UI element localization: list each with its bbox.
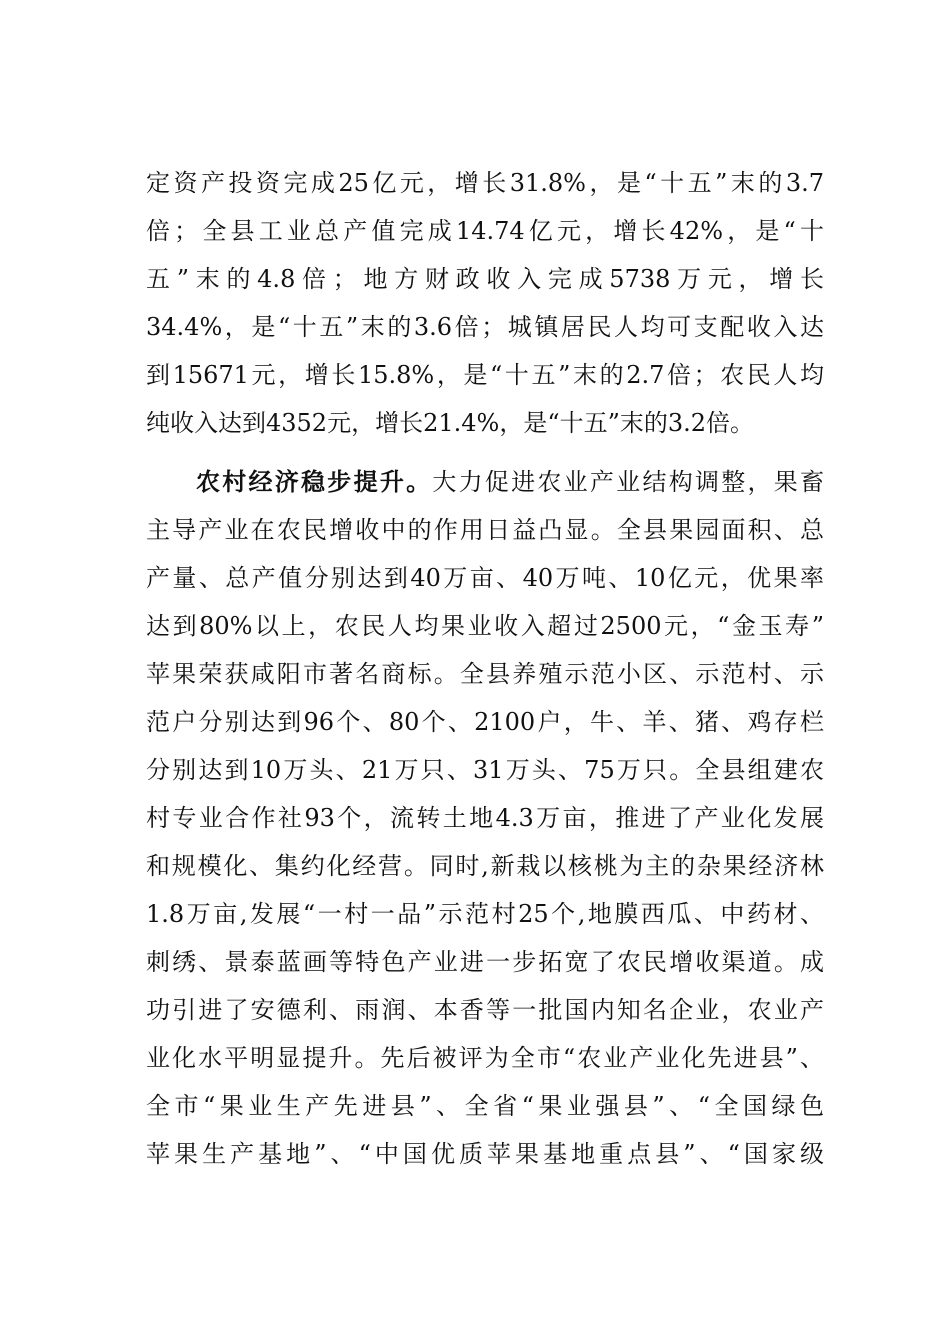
text-line-19: 业化水平明显提升。先后被评为全市“农业产业化先进县”、: [146, 1044, 824, 1072]
text-line-6: 纯收入达到4352元，增长21.4%，是“十五”末的3.2倍。: [146, 409, 755, 437]
text-line-5: 到15671元，增长15.8%，是“十五”末的2.7倍；农民人均: [146, 361, 824, 389]
paragraph-2-first-line: [196, 462, 824, 502]
text-line-16: 1.8万亩,发展“一村一品”示范村25个,地膜西瓜、中药材、: [146, 900, 824, 928]
text-line-2: 倍；全县工业总产值完成14.74亿元，增长42%，是“十: [146, 217, 824, 245]
text-line-18: 功引进了安德利、雨润、本香等一批国内知名企业，农业产: [146, 996, 824, 1024]
text-line-14: 村专业合作社93个，流转土地4.3万亩，推进了产业化发展: [146, 804, 824, 832]
text-line-17: 刺绣、景泰蓝画等特色产业进一步拓宽了农民增收渠道。成: [146, 948, 824, 976]
paragraph-2-first-text: 大力促进农业产业结构调整，果畜: [432, 468, 825, 496]
text-line-9: 产量、总产值分别达到40万亩、40万吨、10亿元，优果率: [146, 564, 824, 592]
text-line-20: 全市“果业生产先进县”、全省“果业强县”、“全国绿色: [146, 1092, 824, 1120]
text-line-1: 定资产投资完成25亿元，增长31.8%，是“十五”末的3.7: [146, 169, 824, 197]
text-line-4: 34.4%，是“十五”末的3.6倍；城镇居民人均可支配收入达: [146, 313, 824, 341]
text-line-3: 五”末的4.8倍；地方财政收入完成5738万元，增长: [146, 265, 824, 293]
text-line-10: 达到80%以上，农民人均果业收入超过2500元，“金玉寿”: [146, 612, 824, 640]
text-line-13: 分别达到10万头、21万只、31万头、75万只。全县组建农: [146, 756, 824, 784]
text-line-11: 苹果荣获咸阳市著名商标。全县养殖示范小区、示范村、示: [146, 660, 824, 688]
text-line-12: 范户分别达到96个、80个、2100户，牛、羊、猪、鸡存栏: [146, 708, 824, 736]
paragraph-heading: 农村经济稳步提升。: [196, 467, 433, 496]
text-line-8: 主导产业在农民增收中的作用日益凸显。全县果园面积、总: [146, 516, 824, 544]
text-line-21: 苹果生产基地”、“中国优质苹果基地重点县”、“国家级: [146, 1140, 824, 1168]
text-line-15: 和规模化、集约化经营。同时,新栽以核桃为主的杂果经济林: [146, 852, 824, 880]
